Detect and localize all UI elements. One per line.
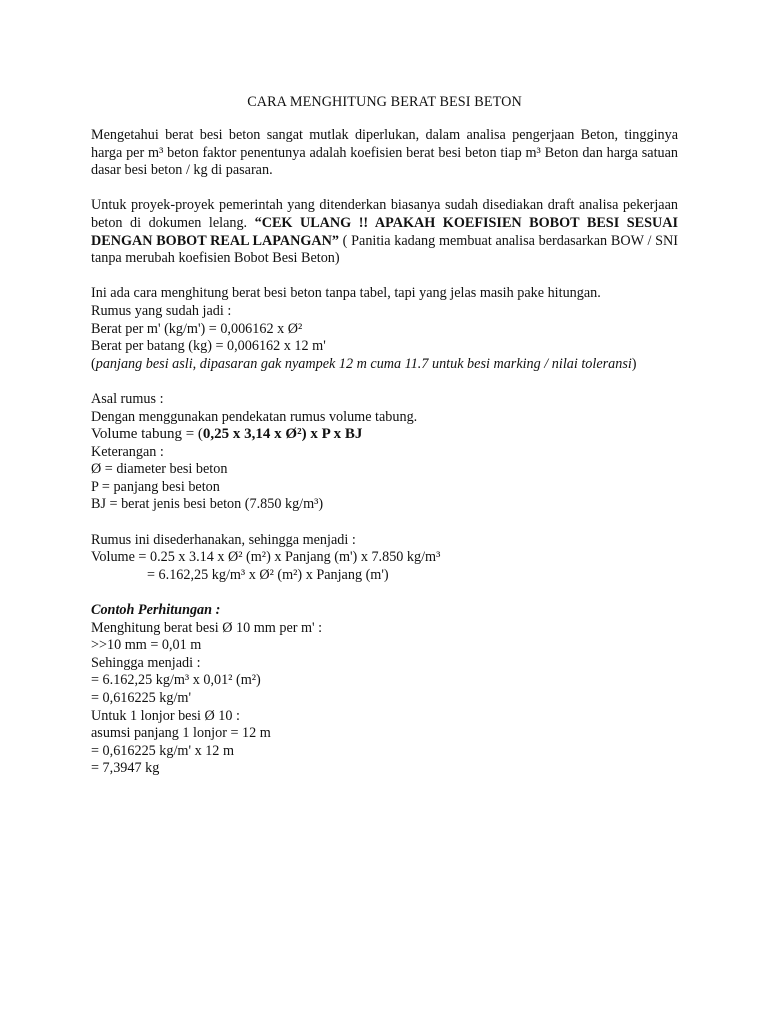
legend-diameter: Ø = diameter besi beton — [91, 461, 228, 478]
origin-approach: Dengan menggunakan pendekatan rumus volume tabung. — [91, 408, 418, 425]
legend-length: P = panjang besi beton — [91, 478, 220, 495]
formula-label: Rumus yang sudah jadi : — [91, 302, 232, 319]
note-italic-text: panjang besi asli, dipasaran gak nyampek 12 m cuma 11.7 untuk besi marking / nilai toleransi — [95, 355, 632, 372]
tender-warning-bold: “CEK ULANG !! APAKAH KOEFISIEN BOBOT BESI SESUAI DENGAN BOBOT REAL LAPANGAN” — [91, 214, 678, 249]
volume-bold: 0,25 x 3,14 x Ø²) x P x BJ — [202, 426, 363, 443]
formula-per-bar: Berat per batang (kg) = 0,006162 x 12 m' — [91, 338, 326, 355]
simplified-intro: Rumus ini disederhanakan, sehingga menjadi : — [91, 531, 356, 548]
example-line-2: >>10 mm = 0,01 m — [91, 637, 202, 654]
volume-prefix: Volume tabung = ( — [91, 426, 203, 443]
spacer — [91, 584, 678, 602]
example-line-9: = 7,3947 kg — [91, 760, 160, 777]
example-line-4: = 6.162,25 kg/m³ x 0,01² (m²) — [91, 672, 261, 689]
page-title: CARA MENGHITUNG BERAT BESI BETON — [247, 94, 522, 110]
tender-paragraph — [91, 197, 678, 267]
example-line-1: Menghitung berat besi Ø 10 mm per m' : — [91, 619, 323, 636]
cylinder-volume-formula — [91, 426, 678, 444]
spacer — [91, 514, 678, 532]
example-line-5: = 0,616225 kg/m' — [91, 690, 192, 706]
example-line-6: Untuk 1 lonjor besi Ø 10 : — [91, 707, 240, 724]
spacer — [91, 180, 678, 198]
spacer — [91, 373, 678, 391]
formula-note — [91, 356, 678, 374]
tender-text-b: ( Panitia kadang membuat analisa berdasarkan BOW / SNI tanpa merubah koefisien Bobot Besi Beton) — [91, 232, 678, 267]
document-body — [91, 93, 678, 778]
tender-text-a: Untuk proyek-proyek pemerintah yang ditenderkan biasanya sudah disediakan draft analisa pekerjaan beton di dokumen lelang. — [91, 197, 678, 231]
legend-density: BJ = berat jenis besi beton (7.850 kg/m³) — [91, 496, 324, 513]
spacer — [91, 268, 678, 286]
note-open-paren: ( — [91, 355, 96, 372]
intro-paragraph: Mengetahui berat besi beton sangat mutlak diperlukan, dalam analisa pengerjaan Beton, tingginya harga per m³ beton faktor penentunya adalah koefisien berat besi beton tiap m³ Beton dan harga satuan dasar besi beton / kg di pasaran. — [91, 127, 678, 179]
example-heading: Contoh Perhitungan : — [91, 602, 221, 619]
legend-label: Keterangan : — [91, 443, 164, 460]
simplified-line-1: Volume = 0.25 x 3.14 x Ø² (m²) x Panjang (m') x 7.850 kg/m³ — [91, 549, 441, 566]
simplified-line-2: = 6.162,25 kg/m³ x Ø² (m²) x Panjang (m') — [147, 566, 389, 583]
formula-per-meter: Berat per m' (kg/m') = 0,006162 x Ø² — [91, 320, 303, 337]
example-line-3: Sehingga menjadi : — [91, 654, 201, 671]
example-line-8: = 0,616225 kg/m' x 12 m — [91, 742, 234, 759]
note-close-paren: ) — [631, 355, 637, 372]
origin-label: Asal rumus : — [91, 390, 164, 407]
example-line-7: asumsi panjang 1 lonjor = 12 m — [91, 725, 271, 742]
formula-intro: Ini ada cara menghitung berat besi beton tanpa tabel, tapi yang jelas masih pake hitungan. — [91, 285, 601, 302]
